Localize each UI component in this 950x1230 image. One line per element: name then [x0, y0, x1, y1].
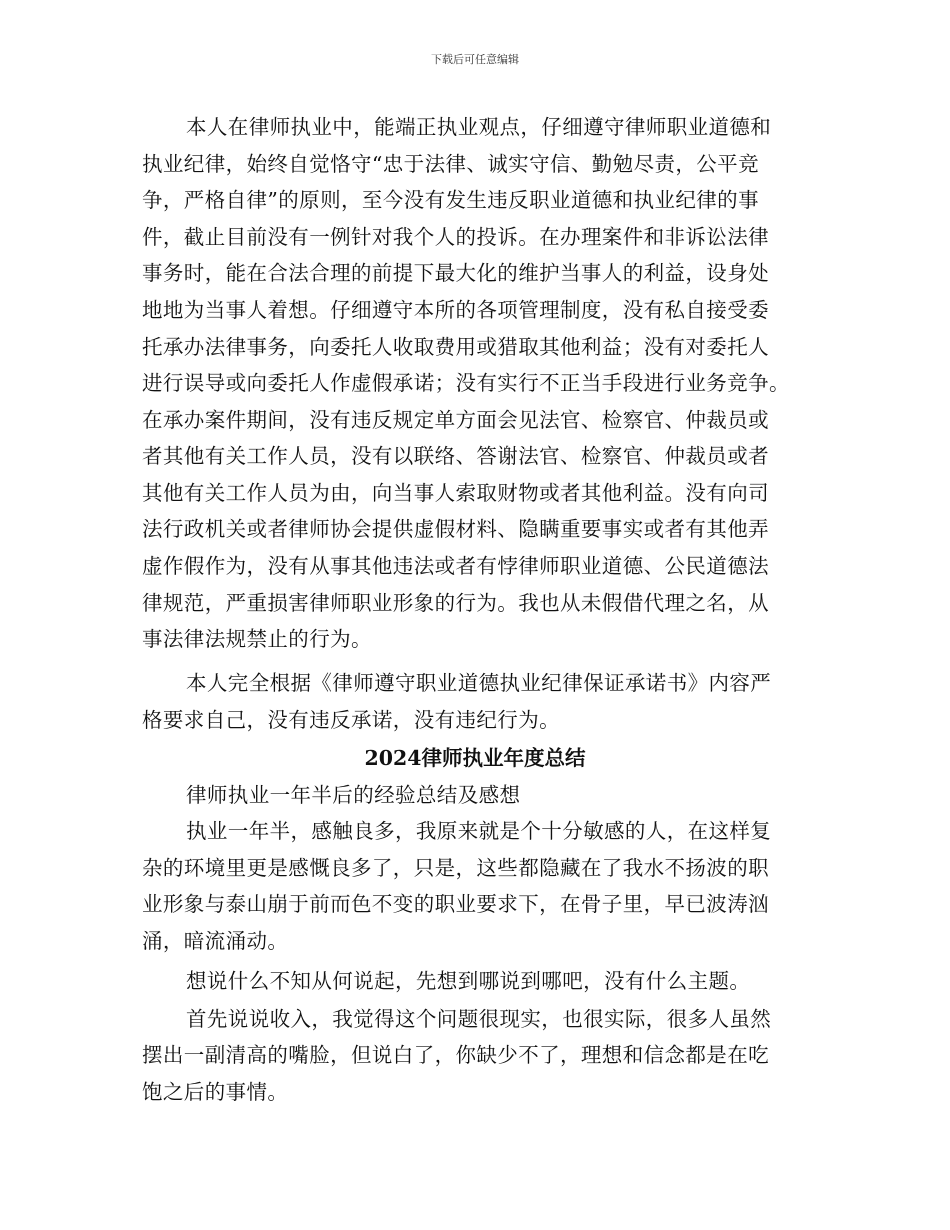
text-line: 者其他有关工作人员，没有以联络、答谢法官、检察官、仲裁员或者: [142, 444, 769, 468]
text-line: 虚作假作为，没有从事其他违法或者有悖律师职业道德、公民道德法: [142, 554, 769, 578]
text-line: 件，截止目前没有一例针对我个人的投诉。在办理案件和非诉讼法律: [142, 225, 769, 249]
text-line: 地地为当事人着想。仔细遵守本所的各项管理制度，没有私自接受委: [142, 298, 769, 322]
text-line: 争，严格自律”的原则，至今没有发生违反职业道德和执业纪律的事: [142, 188, 759, 212]
text-line: 其他有关工作人员为由，向当事人索取财物或者其他利益。没有向司: [142, 481, 769, 505]
text-line: 想说什么不知从何说起，先想到哪说到哪吧，没有什么主题。: [186, 969, 751, 993]
text-line: 饱之后的事情。: [142, 1080, 289, 1104]
section-subtitle: 律师执业一年半后的经验总结及感想: [186, 783, 521, 807]
text-line: 进行误导或向委托人作虚假承诺；没有实行不正当手段进行业务竞争。: [142, 371, 790, 395]
text-line: 执业一年半，感触良多，我原来就是个十分敏感的人，在这样复: [186, 819, 772, 843]
text-line: 业形象与泰山崩于前而色不变的职业要求下，在骨子里，早已波涛汹: [142, 892, 769, 916]
text-line: 本人完全根据《律师遵守职业道德执业纪律保证承诺书》内容严: [186, 671, 772, 695]
text-line: 托承办法律事务，向委托人收取费用或猎取其他利益；没有对委托人: [142, 335, 769, 359]
text-line: 法行政机关或者律师协会提供虚假材料、隐瞒重要事实或者有其他弄: [142, 517, 769, 541]
page-header: 下载后可任意编辑: [431, 53, 519, 66]
text-line: 律规范，严重损害律师职业形象的行为。我也从未假借代理之名，从: [142, 591, 769, 615]
text-line: 在承办案件期间，没有违反规定单方面会见法官、检察官、仲裁员或: [142, 408, 769, 432]
text-line: 摆出一副清高的嘴脸，但说白了，你缺少不了，理想和信念都是在吃: [142, 1043, 769, 1067]
section-title: 2024律师执业年度总结: [364, 746, 586, 770]
text-line: 事务时，能在合法合理的前提下最大化的维护当事人的利益，设身处: [142, 261, 769, 285]
text-line: 执业纪律，始终自觉恪守“忠于法律、诚实守信、勤勉尽责，公平竞: [142, 152, 759, 176]
text-line: 杂的环境里更是感慨良多了，只是，这些都隐藏在了我水不扬波的职: [142, 856, 769, 880]
text-line: 格要求自己，没有违反承诺，没有违纪行为。: [142, 708, 560, 732]
text-line: 事法律法规禁止的行为。: [142, 627, 372, 651]
text-line: 涌，暗流涌动。: [142, 929, 289, 953]
text-line: 首先说说收入，我觉得这个问题很现实，也很实际，很多人虽然: [186, 1007, 772, 1031]
text-line: 本人在律师执业中，能端正执业观点，仔细遵守律师职业道德和: [186, 115, 772, 139]
